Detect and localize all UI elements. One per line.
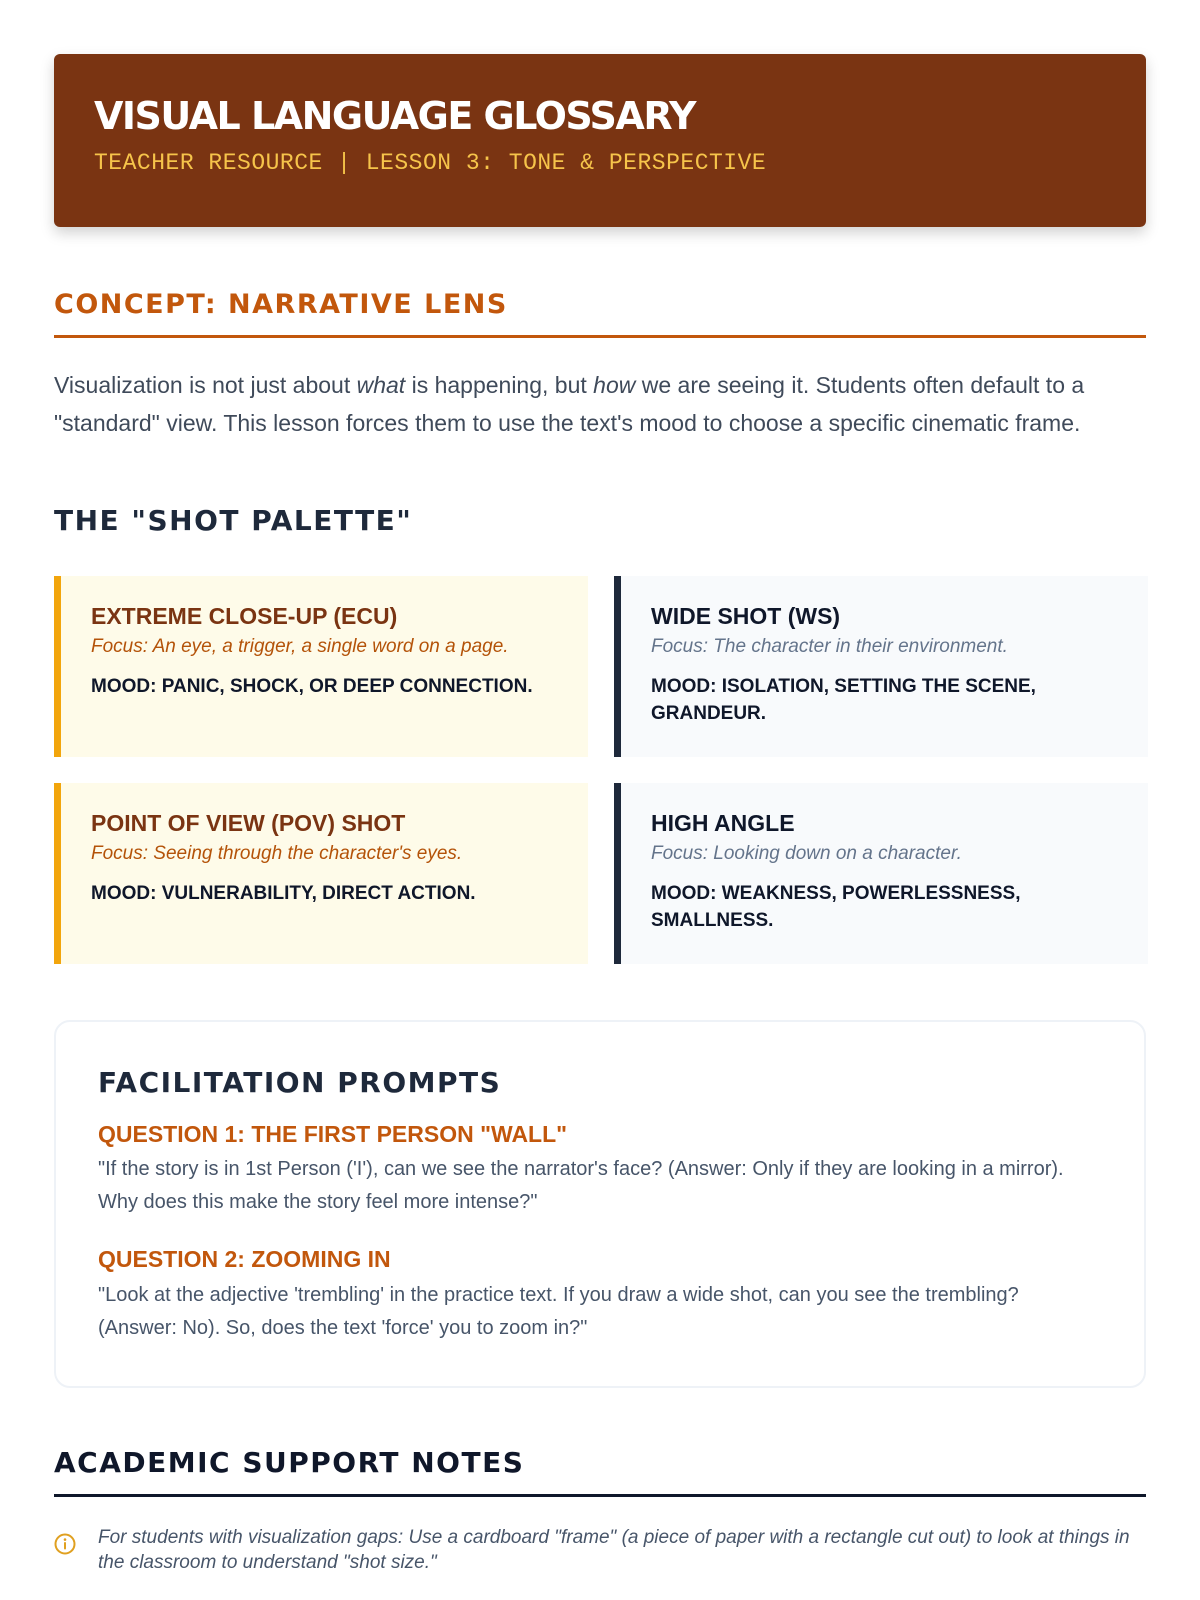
shot-card-ecu: [54, 576, 588, 757]
question-title: QUESTION 2: ZOOMING IN: [98, 1246, 391, 1273]
intro-emphasis-what: what: [356, 372, 406, 399]
prompts-title: FACILITATION PROMPTS: [98, 1065, 502, 1099]
support-note-text: For students with visualization gaps: Use a cardboard "frame" (a piece of paper with a rectangle cut out) to look at things in the classroom to understand "shot size.": [98, 1526, 1130, 1573]
shot-card-pov: [54, 783, 588, 964]
intro-emphasis-how: how: [593, 372, 636, 399]
page-title: VISUAL LANGUAGE GLOSSARY: [94, 94, 696, 138]
concept-intro: [54, 366, 1146, 442]
facilitation-prompts-panel: [54, 1020, 1146, 1388]
shot-card-focus: Focus: Seeing through the character's eyes.: [91, 842, 463, 864]
shot-card-focus: Focus: The character in their environment.: [651, 635, 1008, 657]
shot-card-mood: MOOD: PANIC, SHOCK, OR DEEP CONNECTION.: [91, 675, 533, 697]
shot-palette-title: THE "SHOT PALETTE": [54, 504, 413, 538]
support-notes-title: ACADEMIC SUPPORT NOTES: [54, 1446, 1146, 1497]
intro-text-3: we are seeing it. Students often default to a "standard" view. This lesson forces them to use the text's mood to choose a specific cinematic frame.: [54, 372, 1085, 437]
shot-card-title: POINT OF VIEW (POV) SHOT: [91, 809, 406, 836]
shot-card-title: HIGH ANGLE: [651, 809, 795, 836]
question-text: "Look at the adjective 'trembling' in the practice text. If you draw a wide shot, can you see the trembling? (Answer: No). So, does the text 'force' you to zoom in?": [98, 1284, 1019, 1340]
shot-card-focus: Focus: Looking down on a character.: [651, 842, 962, 864]
concept-title: CONCEPT: NARRATIVE LENS: [54, 289, 1146, 338]
shot-card-title: WIDE SHOT (WS): [651, 602, 841, 629]
shot-card-wide: [614, 576, 1148, 757]
intro-text-1: Visualization is not just about: [54, 372, 357, 399]
shot-card-mood: MOOD: VULNERABILITY, DIRECT ACTION.: [91, 882, 476, 904]
concept-section: [54, 289, 1146, 442]
page-subtitle: TEACHER RESOURCE | LESSON 3: TONE & PERSPECTIVE: [94, 149, 767, 176]
shot-card-high-angle: [614, 783, 1148, 964]
shot-card-mood: MOOD: ISOLATION, SETTING THE SCENE, GRANDEUR.: [651, 675, 1036, 724]
support-note: [54, 1525, 1146, 1575]
shot-card-focus: Focus: An eye, a trigger, a single word on a page.: [91, 635, 509, 657]
shot-palette-grid: [54, 576, 1146, 964]
shot-card-title: EXTREME CLOSE-UP (ECU): [91, 602, 398, 629]
question-text: "If the story is in 1st Person ('I'), can we see the narrator's face? (Answer: Only if they are looking in a mirror). Why does this make the story feel more intense?": [98, 1158, 1064, 1214]
question-title: QUESTION 1: THE FIRST PERSON "WALL": [98, 1120, 568, 1147]
info-icon: [54, 1533, 76, 1555]
intro-text-2: is happening, but: [405, 372, 594, 399]
header-banner: [54, 54, 1146, 227]
shot-card-mood: MOOD: WEAKNESS, POWERLESSNESS, SMALLNESS.: [651, 882, 1021, 931]
